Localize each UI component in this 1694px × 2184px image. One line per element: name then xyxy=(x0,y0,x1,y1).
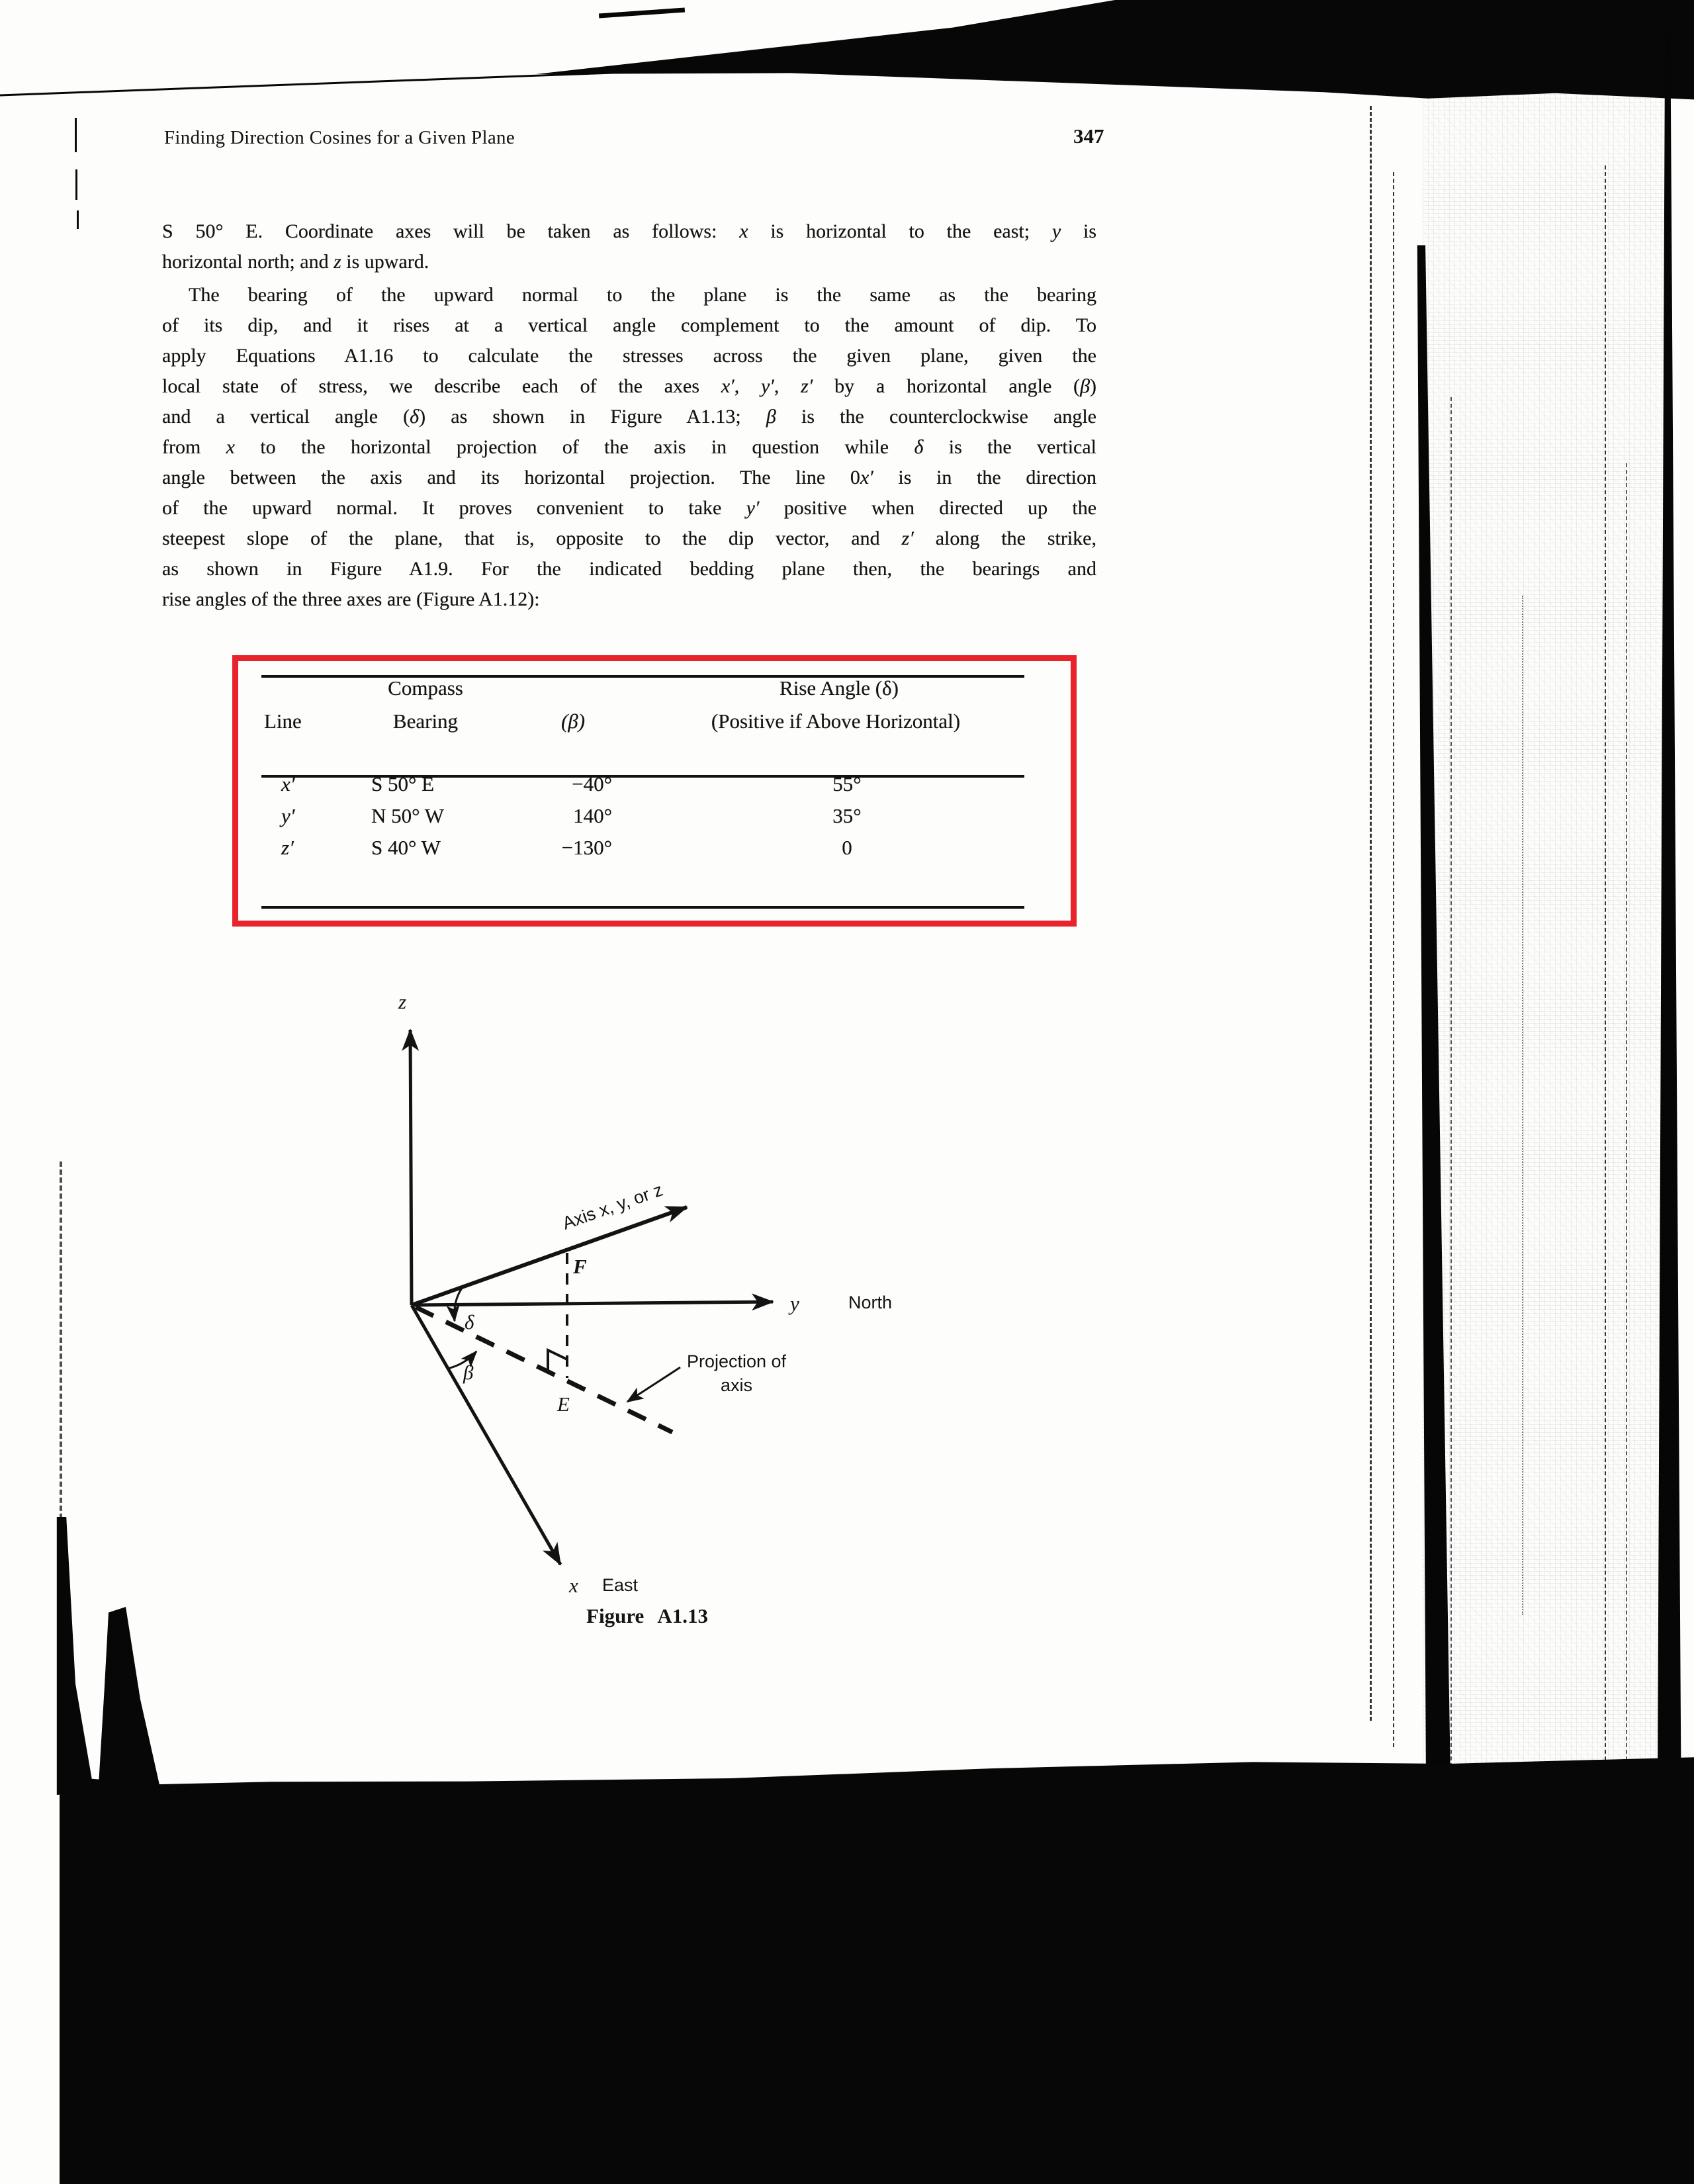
delta-label: δ xyxy=(465,1310,474,1334)
figure-caption: Figure A1.13 xyxy=(586,1604,708,1627)
scan-noise-streak xyxy=(1370,106,1372,1721)
body-text-line: of the upward normal. It proves convenient to take y′ positive when directed up the xyxy=(162,497,1097,519)
row-z-beta: −130° xyxy=(561,836,612,859)
scan-artifact-bottom-block xyxy=(60,1754,1694,2184)
scan-artifact-right-margin xyxy=(1357,26,1694,1790)
projection-label-line1: Projection of xyxy=(686,1351,787,1371)
row-y-line: y′ xyxy=(281,804,295,827)
page-number: 347 xyxy=(1073,124,1104,148)
highlight-box xyxy=(232,655,1077,927)
row-z-rise: 0 xyxy=(842,836,852,859)
scan-artifact-margin-tick xyxy=(75,118,77,152)
body-text-line: and a vertical angle (δ) as shown in Figure A1.13; β is the counterclockwise angle xyxy=(162,406,1096,428)
figure-a1-13-diagram xyxy=(357,946,940,1648)
col-header-beta: (β) xyxy=(560,709,586,733)
col-header-rise-1: Rise Angle (δ) xyxy=(780,676,899,700)
scan-artifact-left-line xyxy=(60,1161,62,1519)
y-axis-line xyxy=(412,1302,773,1305)
projection-annotation-arrow xyxy=(627,1367,680,1402)
z-axis-line xyxy=(410,1030,412,1305)
body-text-line: The bearing of the upward normal to the plane is the same as the bearing xyxy=(189,284,1096,306)
col-header-line: Line xyxy=(264,709,302,733)
point-f-label: F xyxy=(573,1255,587,1278)
running-header-title: Finding Direction Cosines for a Given Plane xyxy=(164,127,515,148)
row-x-line: x′ xyxy=(281,772,295,796)
generic-axis-label: Axis x, y, or z xyxy=(559,1179,666,1234)
body-text-line: rise angles of the three axes are (Figure A1.12): xyxy=(162,588,540,610)
body-text-line: apply Equations A1.16 to calculate the stresses across the given plane, given the xyxy=(162,345,1096,367)
col-header-rise-2: (Positive if Above Horizontal) xyxy=(711,709,961,733)
scan-artifact-top-dash xyxy=(599,7,685,18)
row-y-beta: 140° xyxy=(573,804,612,827)
north-label: North xyxy=(848,1293,893,1312)
east-label: East xyxy=(602,1575,639,1595)
axis-projection-dashed-line xyxy=(416,1307,672,1432)
table-rule-top xyxy=(261,675,1024,678)
scan-artifact-margin-tick xyxy=(75,169,77,200)
scan-noise-streak xyxy=(1626,463,1627,1780)
x-axis-line xyxy=(412,1305,560,1565)
scan-artifact-left-streak xyxy=(97,1607,163,1796)
body-text-line: of its dip, and it rises at a vertical angle complement to the amount of dip. To xyxy=(162,314,1096,336)
col-header-compass-1: Compass xyxy=(388,676,463,700)
beta-label: β xyxy=(463,1361,474,1384)
point-e-label: E xyxy=(557,1392,570,1416)
body-text-line: steepest slope of the plane, that is, opposite to the dip vector, and z′ along the strike, xyxy=(162,527,1096,549)
y-axis-label: y xyxy=(790,1292,799,1315)
scan-noise-streak xyxy=(1450,397,1452,1780)
body-text-line: horizontal north; and z is upward. xyxy=(162,251,429,273)
scan-artifact-margin-tick xyxy=(77,210,79,229)
z-axis-label: z xyxy=(398,990,407,1013)
row-z-line: z′ xyxy=(281,836,294,859)
body-text-line: from x to the horizontal projection of the axis in question while δ is the vertical xyxy=(162,436,1096,458)
row-y-bearing: N 50° W xyxy=(371,804,444,827)
row-z-bearing: S 40° W xyxy=(371,836,441,859)
row-x-beta: −40° xyxy=(572,772,612,796)
body-text-line: local state of stress, we describe each of the axes x′, y′, z′ by a horizontal angle (β) xyxy=(162,375,1097,397)
generic-axis-line xyxy=(412,1207,687,1305)
scan-noise-speckle xyxy=(1423,26,1668,1790)
row-x-bearing: S 50° E xyxy=(371,772,435,796)
scan-noise-streak xyxy=(1522,596,1523,1615)
body-text-line: as shown in Figure A1.9. For the indicated bedding plane then, the bearings and xyxy=(162,558,1096,580)
table-rule-bottom xyxy=(261,906,1024,909)
x-axis-label: x xyxy=(569,1574,578,1597)
scan-artifact-left-streak xyxy=(56,1517,95,1795)
body-text-line: S 50° E. Coordinate axes will be taken as follows: x is horizontal to the east; y is xyxy=(162,220,1096,242)
right-angle-mark xyxy=(548,1350,567,1371)
row-y-rise: 35° xyxy=(832,804,862,827)
body-text-line: angle between the axis and its horizontal projection. The line 0x′ is in the direction xyxy=(162,467,1097,488)
projection-label-line2: axis xyxy=(720,1375,753,1395)
scan-noise-streak xyxy=(1605,165,1606,1780)
col-header-compass-2: Bearing xyxy=(392,709,459,733)
row-x-rise: 55° xyxy=(832,772,862,796)
scan-noise-streak xyxy=(1393,172,1394,1747)
